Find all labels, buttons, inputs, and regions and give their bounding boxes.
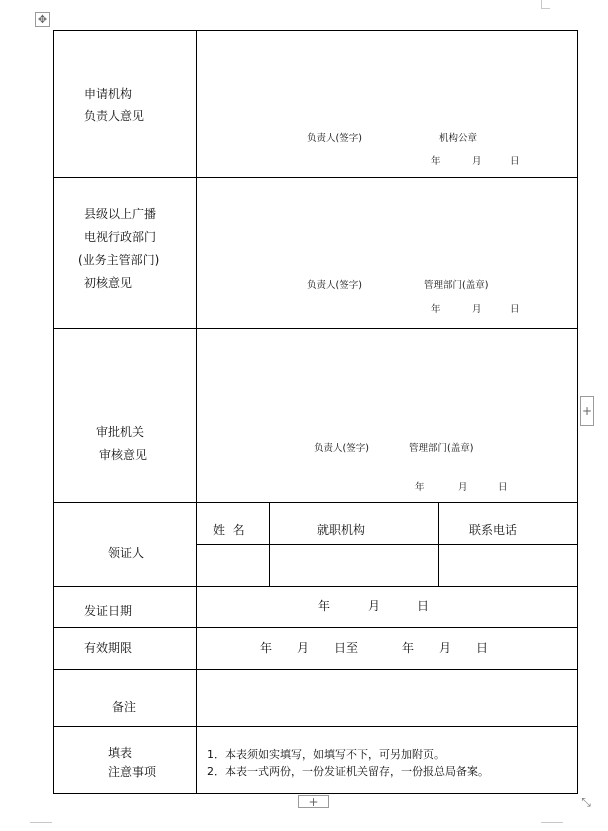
move-cross-icon: ✥ <box>37 13 48 26</box>
recipient-col-name: 姓 名 <box>213 523 245 537</box>
issue-date-day: 日 <box>417 599 430 613</box>
recipient-col-separator <box>438 502 439 586</box>
plus-icon: + <box>308 794 319 809</box>
row-separator <box>53 669 578 670</box>
notes-item-1: 1．本表须如实填写，如填写不下，可另加附页。 <box>207 748 445 761</box>
approval-month: 月 <box>458 482 468 493</box>
validity-day1-to: 日至 <box>334 641 359 655</box>
row-separator <box>53 502 578 503</box>
row-separator <box>53 627 578 628</box>
issue-date-label: 发证日期 <box>84 604 133 618</box>
county-seal-label: 管理部门(盖章) <box>424 280 489 291</box>
county-label-line2: 电视行政部门 <box>84 230 157 244</box>
approval-year: 年 <box>415 482 425 493</box>
validity-label: 有效期限 <box>84 641 133 655</box>
row-separator <box>53 328 578 329</box>
page-corner-mark-bottom-left <box>30 822 52 831</box>
validity-month2: 月 <box>439 641 452 655</box>
recipient-label: 领证人 <box>108 546 145 560</box>
table-border-right <box>577 30 578 794</box>
validity-year1: 年 <box>260 641 273 655</box>
applicant-signer-label: 负责人(签字) <box>307 133 362 144</box>
recipient-col-org: 就职机构 <box>317 523 366 537</box>
table-border-left <box>53 30 54 794</box>
remarks-label: 备注 <box>112 700 137 714</box>
issue-date-year: 年 <box>318 599 331 613</box>
notes-label-line2: 注意事项 <box>108 765 157 779</box>
notes-label-line1: 填表 <box>108 746 133 760</box>
recipient-col-separator <box>269 502 270 586</box>
applicant-day: 日 <box>510 156 520 167</box>
notes-item-2: 2．本表一式两份，一份发证机关留存，一份报总局备案。 <box>207 765 489 778</box>
recipient-sub-row-separator <box>196 544 578 545</box>
table-move-handle[interactable] <box>35 12 50 27</box>
page-corner-mark-bottom-right <box>541 822 563 831</box>
county-label-line3: (业务主管部门) <box>78 253 160 267</box>
row-separator <box>53 177 578 178</box>
add-column-button[interactable] <box>580 396 594 426</box>
county-label-line1: 县级以上广播 <box>84 207 157 221</box>
validity-year2: 年 <box>402 641 415 655</box>
applicant-month: 月 <box>472 156 482 167</box>
row-separator <box>53 726 578 727</box>
page-corner-mark-top-right <box>541 0 550 9</box>
county-label-line4: 初核意见 <box>84 276 133 290</box>
recipient-col-phone: 联系电话 <box>469 523 518 537</box>
applicant-label-line1: 申请机构 <box>84 87 133 101</box>
add-row-button[interactable] <box>298 795 329 808</box>
approval-day: 日 <box>498 482 508 493</box>
applicant-seal-label: 机构公章 <box>439 133 478 144</box>
applicant-year: 年 <box>431 156 441 167</box>
approval-label-line2: 审核意见 <box>99 448 148 462</box>
approval-label-line1: 审批机关 <box>96 425 145 439</box>
resize-diagonal-icon: ⤡ <box>581 795 591 809</box>
validity-month1: 月 <box>297 641 310 655</box>
applicant-label-line2: 负责人意见 <box>84 109 145 123</box>
plus-icon: + <box>581 404 593 418</box>
county-day: 日 <box>510 304 520 315</box>
table-resize-handle[interactable] <box>579 795 593 809</box>
table-col-separator <box>196 30 197 794</box>
validity-day2: 日 <box>476 641 489 655</box>
issue-date-month: 月 <box>368 599 381 613</box>
table-border-top <box>53 30 578 31</box>
county-signer-label: 负责人(签字) <box>307 280 362 291</box>
row-separator <box>53 586 578 587</box>
county-month: 月 <box>472 304 482 315</box>
approval-signer-label: 负责人(签字) <box>314 443 369 454</box>
county-year: 年 <box>431 304 441 315</box>
approval-seal-label: 管理部门(盖章) <box>409 443 474 454</box>
